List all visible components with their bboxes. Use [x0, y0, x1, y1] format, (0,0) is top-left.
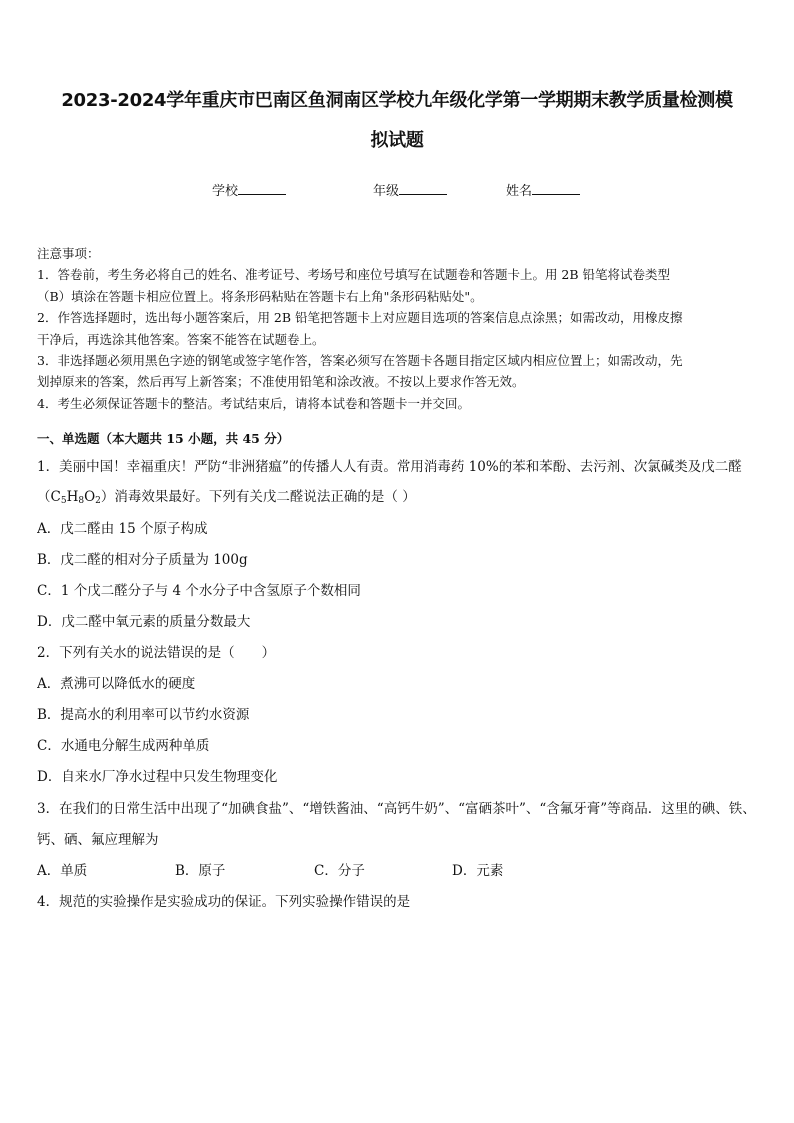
name-label: 姓名: [506, 184, 533, 199]
school-blank[interactable]: [238, 182, 286, 195]
name-blank[interactable]: [532, 182, 580, 195]
question-3-option-d[interactable]: D．元素: [452, 863, 504, 879]
q1-subscript: 5: [60, 496, 67, 506]
question-2-stem: 2．下列有关水的说法错误的是（ ）: [37, 645, 276, 661]
q1-text: （C: [37, 489, 61, 505]
question-3-stem-line-1: 3．在我们的日常生活中出现了“加碘食盐”、“增铁酱油、“高钙牛奶”、“富硒茶叶”、“含氟牙膏”等商品．这里的碘、铁、: [37, 801, 756, 817]
notice-line: 划掉原来的答案，然后再写上新答案；不准使用铅笔和涂改液。不按以上要求作答无效。: [37, 374, 525, 390]
notice-heading: 注意事项：: [37, 246, 100, 261]
question-1-option-d[interactable]: D．戊二醛中氧元素的质量分数最大: [37, 614, 251, 630]
question-2-option-d[interactable]: D．自来水厂净水过程中只发生物理变化: [37, 769, 278, 785]
grade-field[interactable]: [373, 180, 447, 199]
question-1-stem-line-2: [37, 487, 759, 511]
question-4-stem: 4．规范的实验操作是实验成功的保证。下列实验操作错误的是: [37, 894, 411, 910]
question-2-option-c[interactable]: C．水通电分解生成两种单质: [37, 738, 210, 754]
notice-line: 2．作答选择题时，选出每小题答案后，用 2B 铅笔把答题卡上对应题目选项的答案信息点涂黑；如需改动，用橡皮擦: [37, 310, 683, 326]
q1-subscript: 8: [78, 496, 85, 506]
grade-label: 年级: [373, 184, 400, 199]
question-1-option-b[interactable]: B．戊二醛的相对分子质量为 100g: [37, 552, 248, 568]
exam-notice: [37, 243, 757, 414]
question-3-stem-line-2: 钙、硒、氟应理解为: [37, 832, 159, 848]
notice-line: 3．非选择题必须用黑色字迹的钢笔或签字笔作答，答案必须写在答题卡各题目指定区域内相应位置上；如需改动，先: [37, 353, 683, 369]
question-3-option-b[interactable]: B．原子: [175, 863, 226, 879]
section-heading-single-choice: 一、单选题（本大题共 15 小题，共 45 分）: [37, 431, 290, 446]
q1-text: O: [84, 489, 96, 505]
question-1-stem-line-1: 1．美丽中国！幸福重庆！严防“非洲猪瘟”的传播人人有责。常用消毒药 10%的苯和苯酚、去污剂、次氯碱类及戊二醛: [37, 459, 742, 475]
question-3-options: [37, 861, 759, 881]
question-2-option-b[interactable]: B．提高水的利用率可以节约水资源: [37, 707, 250, 723]
exam-title-line-1: 2023-2024学年重庆市巴南区鱼洞南区学校九年级化学第一学期期末教学质量检测模: [61, 90, 733, 111]
q1-text: H: [66, 489, 79, 505]
question-1-option-a[interactable]: A．戊二醛由 15 个原子构成: [37, 521, 208, 537]
name-field[interactable]: [506, 180, 580, 199]
question-3-option-a[interactable]: A．单质: [37, 863, 88, 879]
notice-line: 4．考生必须保证答题卡的整洁。考试结束后，请将本试卷和答题卡一并交回。: [37, 395, 470, 411]
notice-line: 1．答卷前，考生务必将自己的姓名、准考证号、考场号和座位号填写在试题卷和答题卡上。用 2B 铅笔将试卷类型: [37, 267, 671, 283]
notice-line: 干净后，再选涂其他答案。答案不能答在试题卷上。: [37, 331, 325, 347]
exam-title-line-2: 拟试题: [370, 130, 424, 151]
question-1-option-c[interactable]: C．1 个戊二醛分子与 4 个水分子中含氢原子个数相同: [37, 583, 361, 599]
notice-line: （B）填涂在答题卡相应位置上。将条形码粘贴在答题卡右上角"条形码粘贴处"。: [37, 288, 483, 304]
question-2-option-a[interactable]: A．煮沸可以降低水的硬度: [37, 676, 196, 692]
q1-text: ）消毒效果最好。下列有关戊二醛说法正确的是（ ）: [100, 489, 416, 505]
student-info-fields: [0, 180, 794, 200]
question-3-option-c[interactable]: C．分子: [314, 863, 365, 879]
q1-subscript: 2: [95, 496, 101, 506]
grade-blank[interactable]: [399, 182, 447, 195]
school-label: 学校: [212, 184, 239, 199]
school-field[interactable]: [212, 180, 286, 199]
